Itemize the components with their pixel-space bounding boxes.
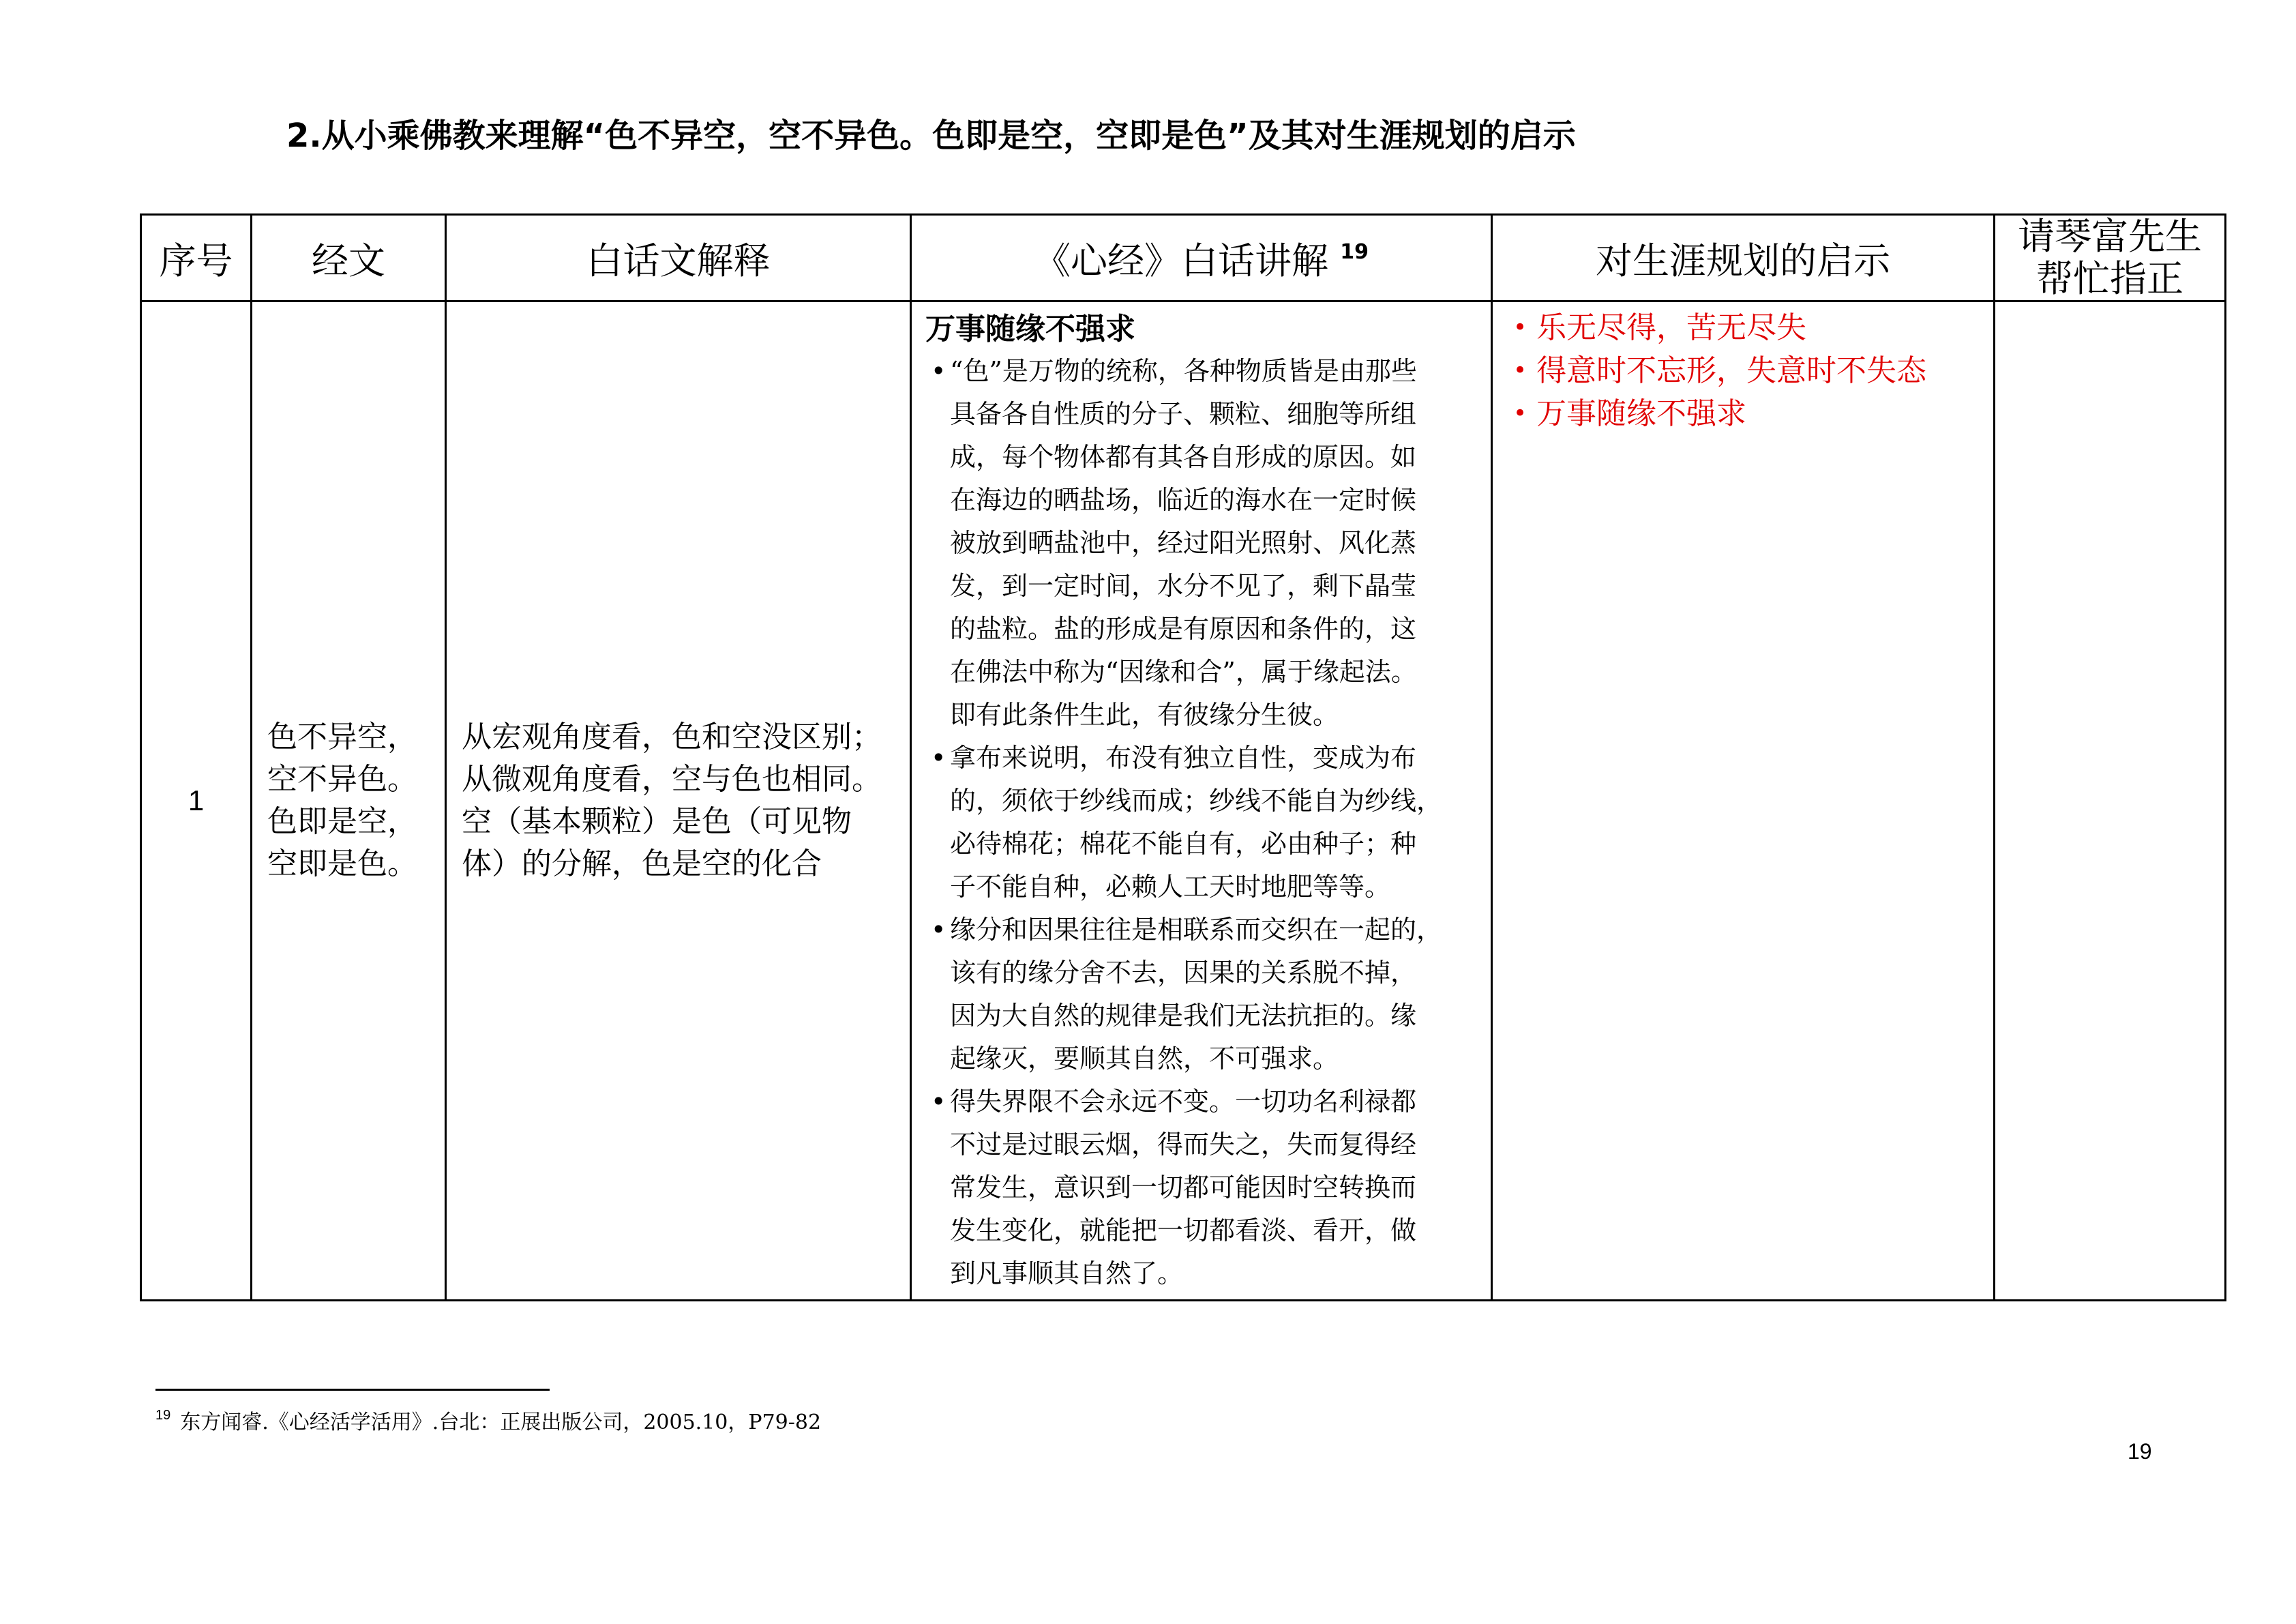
explain-line: 的，须依于纱线而成；纱线不能自为纱线， (950, 786, 1443, 816)
explain-bullet (925, 909, 1481, 1080)
bullet-dot-icon: • (931, 356, 946, 386)
explain-bullet (925, 350, 1481, 737)
sutra-line: 色即是空， (267, 804, 417, 839)
page-number: 19 (2128, 1439, 2152, 1464)
header-explain (911, 215, 1492, 301)
bullet-dot-icon: • (931, 1087, 946, 1117)
plain-explanation-cell (446, 301, 911, 1301)
explain-line: 子不能自种，必赖人工天时地肥等等。 (950, 872, 1391, 902)
explain-line: 常发生，意识到一切都可能因时空转换而 (950, 1172, 1417, 1202)
header-sutra: 经文 (252, 215, 446, 301)
explain-line: 的盐粒。盐的形成是有原因和条件的，这 (950, 614, 1417, 644)
bullet-dot-icon: • (931, 743, 946, 773)
header-explain-label: 《心经》白话讲解 (1034, 239, 1329, 282)
explain-line: 具备各自性质的分子、颗粒、细胞等所组 (950, 399, 1417, 429)
footnote-number: 19 (155, 1408, 171, 1423)
header-review-line2: 帮忙指正 (2036, 257, 2183, 300)
explain-line: 在佛法中称为“因缘和合”，属于缘起法。 (950, 657, 1417, 687)
explain-bullet (925, 737, 1481, 909)
bullet-dot-icon: • (931, 915, 946, 945)
bullet-dot-icon: • (1513, 400, 1527, 427)
insight-text: 得意时不忘形，失意时不失态 (1536, 353, 1927, 388)
footnote (155, 1405, 821, 1435)
explain-line: 被放到晒盐池中，经过阳光照射、风化蒸 (950, 528, 1417, 558)
explain-line: 起缘灭，要顺其自然，不可强求。 (950, 1044, 1339, 1074)
plain-line: 体）的分解，色是空的化合 (462, 846, 822, 881)
insight-text: 乐无尽得，苦无尽失 (1536, 310, 1807, 345)
header-insight: 对生涯规划的启示 (1492, 215, 1995, 301)
plain-line: 从宏观角度看，色和空没区别； (462, 720, 882, 754)
explain-line: 即有此条件生此，有彼缘分生彼。 (950, 700, 1339, 730)
comparison-table (140, 213, 2226, 1301)
insight-item (1513, 392, 1986, 435)
table-header-row (141, 215, 2226, 301)
table-row (141, 301, 2226, 1301)
explain-line: 必待棉花；棉花不能自有，必由种子；种 (950, 829, 1417, 859)
explain-line: 得失界限不会永远不变。一切功名利禄都 (950, 1087, 1417, 1117)
bullet-dot-icon: • (1513, 314, 1527, 341)
explain-line: 发生变化，就能把一切都看淡、看开，做 (950, 1215, 1417, 1245)
explain-line: “色”是万物的统称，各种物质皆是由那些 (950, 356, 1417, 386)
header-review-line1: 请琴富先生 (2018, 215, 2202, 258)
sutra-line: 色不异空， (267, 720, 417, 754)
footnote-separator (155, 1389, 550, 1391)
explain-line: 在海边的晒盐场，临近的海水在一定时候 (950, 485, 1417, 515)
page-title: 2.从小乘佛教来理解“色不异空，空不异色。色即是空，空即是色”及其对生涯规划的启示 (286, 117, 1576, 155)
explain-line: 发，到一定时间，水分不见了，剩下晶莹 (950, 571, 1417, 601)
row-number: 1 (141, 301, 252, 1301)
career-insight-cell (1492, 301, 1995, 1301)
header-plain: 白话文解释 (446, 215, 911, 301)
sutra-line: 空不异色。 (267, 762, 417, 797)
footnote-ref[interactable]: 19 (1340, 239, 1369, 264)
explain-line: 因为大自然的规律是我们无法抗拒的。缘 (950, 1001, 1417, 1031)
explain-bullet (925, 1080, 1481, 1295)
bullet-dot-icon: • (1513, 357, 1527, 384)
header-review (1995, 215, 2226, 301)
explain-line: 拿布来说明，布没有独立自性，变成为布 (950, 743, 1417, 773)
explain-line: 不过是过眼云烟，得而失之，失而复得经 (950, 1130, 1417, 1160)
explain-line: 到凡事顺其自然了。 (950, 1258, 1184, 1288)
explain-line: 该有的缘分舍不去，因果的关系脱不掉， (950, 958, 1417, 988)
plain-line: 空（基本颗粒）是色（可见物 (462, 804, 852, 839)
explain-line: 缘分和因果往往是相联系而交织在一起的， (950, 915, 1443, 945)
footnote-text: 东方闻睿.《心经活学活用》.台北：正展出版公司，2005.10，P79-82 (180, 1411, 822, 1434)
sutra-explanation-cell (911, 301, 1492, 1301)
header-num: 序号 (141, 215, 252, 301)
insight-item (1513, 349, 1986, 392)
explain-heading: 万事随缘不强求 (925, 312, 1135, 346)
sutra-line: 空即是色。 (267, 846, 417, 881)
plain-line: 从微观角度看，空与色也相同。 (462, 762, 882, 797)
insight-text: 万事随缘不强求 (1536, 396, 1747, 431)
insight-item (1513, 306, 1986, 349)
review-cell (1995, 301, 2226, 1301)
explain-line: 成，每个物体都有其各自形成的原因。如 (950, 442, 1417, 472)
sutra-cell (252, 301, 446, 1301)
